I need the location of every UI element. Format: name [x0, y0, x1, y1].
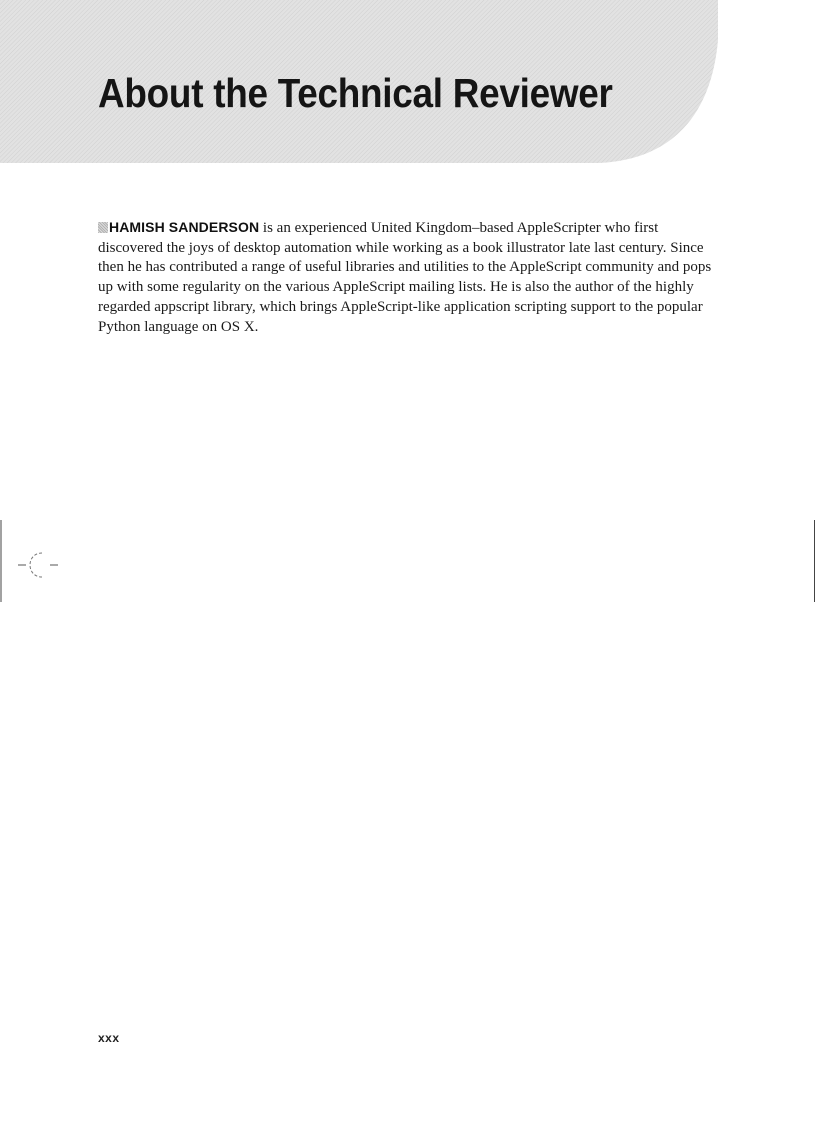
reviewer-name: HAMISH SANDERSON	[109, 219, 260, 235]
reviewer-bio	[98, 218, 720, 337]
page-number: xxx	[98, 1031, 120, 1045]
right-crop-rule	[814, 520, 815, 602]
crosshair-registration-icon	[0, 520, 64, 602]
hatched-square-icon	[98, 222, 108, 233]
chapter-title: About the Technical Reviewer	[98, 70, 613, 116]
reviewer-bio-text: is an experienced United Kingdom–based AppleScripter who first discovered the joys of desktop automation while working as a book illustrator late last century. Since then he has contributed a range of useful libraries and utilities to the AppleScript community and pops up with some regularity on the various AppleScript mailing lists. He is also the author of the highly regarded appscript library, which brings AppleScript-like application scripting support to the popular Python language on OS X.	[98, 220, 712, 335]
